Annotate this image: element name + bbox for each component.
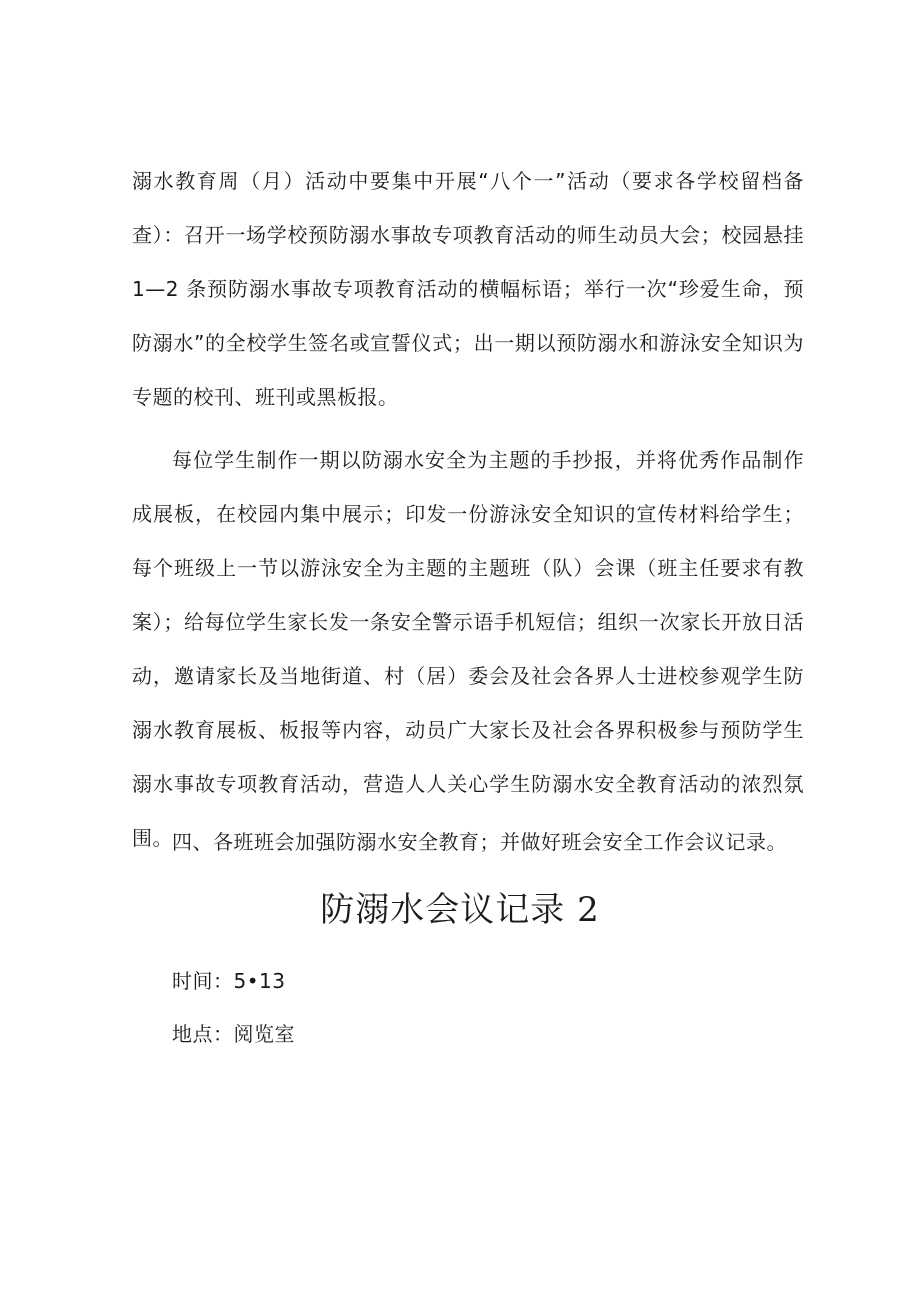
paragraph-activities: 溺水教育周（月）活动中要集中开展“八个一”活动（要求各学校留档备查）：召开一场学校预防溺水事故专项教育活动的师生动员大会；校园悬挂 1—2 条预防溺水事故专项教育活动的横幅标语；举行一次“珍爱生命，预防溺水”的全校学生签名或宣誓仪式；出一期以预防溺水和游泳安全知识为专题的校刊、班刊或黑板报。	[132, 169, 804, 409]
paragraph-student-tasks: 每位学生制作一期以防溺水安全为主题的手抄报，并将优秀作品制作成展板，在校园内集中展示；印发一份游泳安全知识的宣传材料给学生；每个班级上一节以游泳安全为主题的主题班（队）会课（班主任要求有教案）；给每位学生家长发一条安全警示语手机短信；组织一次家长开放日活动，邀请家长及当地街道、村（居）委会及社会各界人士进校参观学生防溺水教育展板、板报等内容，动员广大家长及社会各界积极参与预防学生溺水事故专项教育活动，营造人人关心学生防溺水安全教育活动的浓烈氛围。	[132, 448, 804, 850]
section-title: 防溺水会议记录 2	[320, 890, 600, 930]
meeting-place: 地点：阅览室	[172, 1022, 295, 1046]
meeting-time: 时间：5•13	[172, 969, 286, 993]
paragraph-class-meetings: 四、各班班会加强防溺水安全教育；并做好班会安全工作会议记录。	[172, 830, 787, 854]
